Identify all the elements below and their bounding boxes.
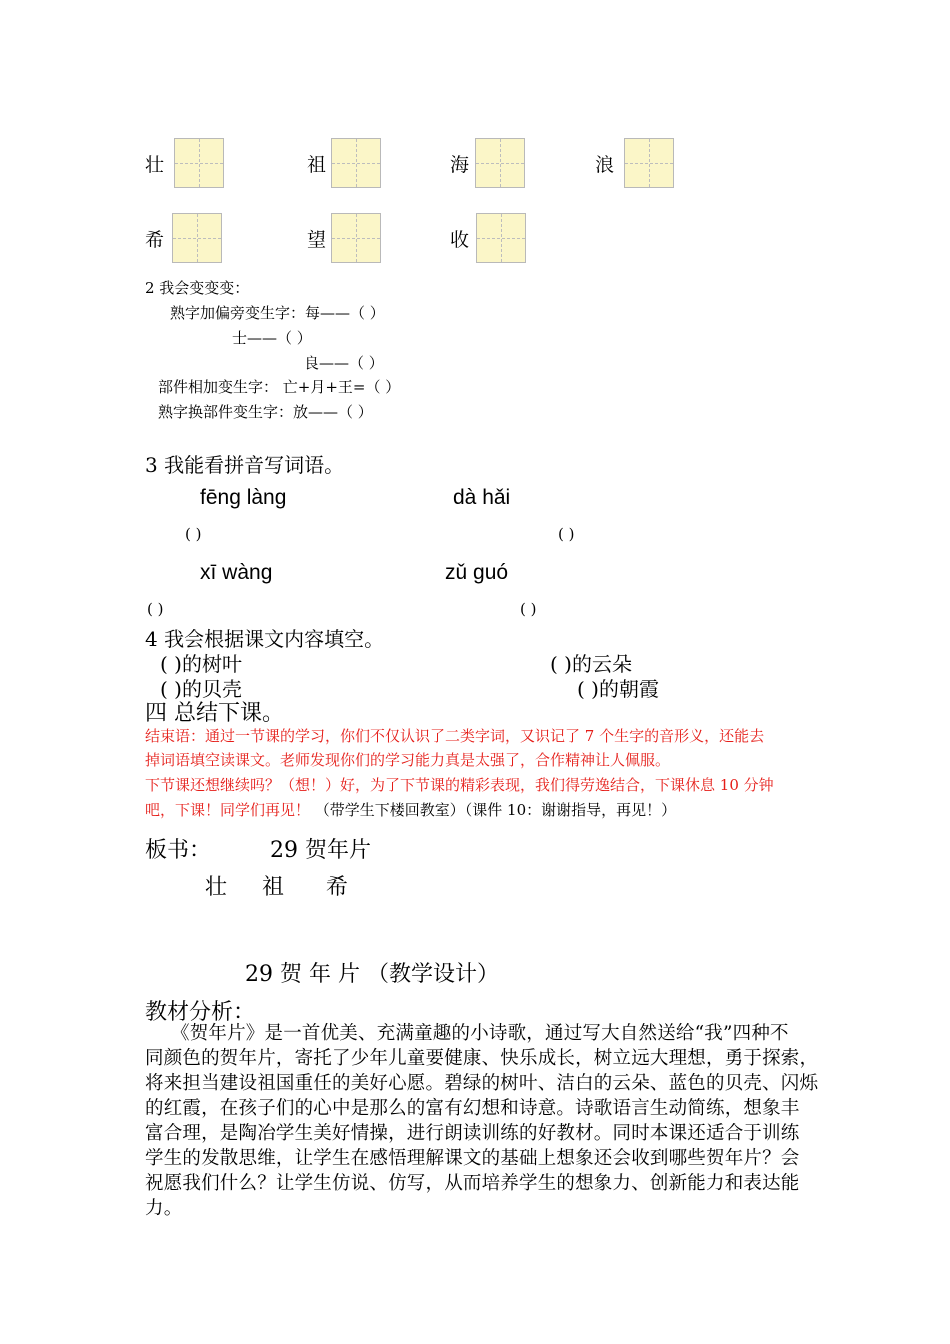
- section2-line: 部件相加变生字： 亡+月+王=（ ）: [158, 378, 401, 396]
- closing-remark: 结束语：通过一节课的学习，你们不仅认识了二类字词，又识记了 7 个生字的音形义，还能去: [145, 727, 765, 745]
- board-label: 板书：: [145, 838, 212, 863]
- pinyin-word: dà hǎi: [453, 486, 511, 509]
- fill-blank[interactable]: ( )的树叶: [160, 652, 242, 676]
- practice-char: 希: [145, 229, 165, 251]
- answer-blank[interactable]: ( ): [558, 525, 575, 543]
- writing-box[interactable]: [174, 138, 224, 188]
- writing-box[interactable]: [476, 213, 526, 263]
- section2-line: 熟字换部件变生字：放——（ ）: [158, 403, 373, 421]
- pinyin-word: fēng làng: [200, 486, 287, 509]
- paragraph-line: 的红霞，在孩子们的心中是那么的富有幻想和诗意。诗歌语言生动简练，想象丰: [145, 1098, 800, 1119]
- paragraph-line: 力。: [145, 1198, 183, 1219]
- practice-char: 浪: [595, 154, 615, 176]
- practice-char: 祖: [307, 154, 327, 176]
- fill-blank[interactable]: ( )的贝壳: [160, 677, 242, 701]
- analysis-paragraph: [145, 1021, 819, 1221]
- pinyin-word: zǔ guó: [445, 561, 509, 584]
- practice-char: 壮: [145, 154, 165, 176]
- paragraph-line: 富合理，是陶冶学生美好情操，进行朗读训练的好教材。同时本课还适合于训练: [145, 1123, 800, 1144]
- practice-char: 海: [450, 154, 470, 176]
- section4-title: 4 我会根据课文内容填空。: [145, 627, 385, 651]
- paragraph-line: 将来担当建设祖国重任的美好心愿。碧绿的树叶、洁白的云朵、蓝色的贝壳、闪烁: [145, 1073, 819, 1094]
- paragraph-line: 祝愿我们什么？让学生仿说、仿写，从而培养学生的想象力、创新能力和表达能: [145, 1173, 800, 1194]
- writing-box[interactable]: [624, 138, 674, 188]
- answer-blank[interactable]: ( ): [147, 600, 164, 618]
- writing-box[interactable]: [331, 138, 381, 188]
- section2-line: 熟字加偏旁变生字：每——（ ）: [170, 304, 385, 322]
- paragraph-line: 《贺年片》是一首优美、充满童趣的小诗歌，通过写大自然送给“我”四种不: [171, 1023, 789, 1044]
- summary-title: 四 总结下课。: [145, 701, 284, 726]
- closing-remark: 下节课还想继续吗？（想！）好，为了下节课的精彩表现，我们得劳逸结合，下课休息 10 分钟: [145, 776, 774, 794]
- section3-title: 3 我能看拼音写词语。: [145, 453, 345, 477]
- writing-box[interactable]: [331, 213, 381, 263]
- writing-box[interactable]: [172, 213, 222, 263]
- paragraph-line: 学生的发散思维，让学生在感悟理解课文的基础上想象还会收到哪些贺年片？会: [145, 1148, 800, 1169]
- paragraph-line: 同颜色的贺年片，寄托了少年儿童要健康、快乐成长，树立远大理想，勇于探索，: [145, 1048, 819, 1069]
- closing-remark: 吧，下课！同学们再见！: [145, 801, 311, 819]
- closing-remark-line: [145, 799, 676, 820]
- section2-title: 2 我会变变变：: [145, 279, 250, 297]
- writing-box[interactable]: [475, 138, 525, 188]
- closing-remark: 掉词语填空读课文。老师发现你们的学习能力真是太强了，合作精神让人佩服。: [145, 751, 671, 769]
- board-title: 29 贺年片: [270, 838, 371, 863]
- practice-char: 望: [307, 229, 327, 251]
- fill-blank[interactable]: ( )的云朵: [550, 652, 632, 676]
- design-title: 29 贺 年 片 （教学设计）: [245, 962, 499, 987]
- classroom-note: （带学生下楼回教室）（课件 10：谢谢指导，再见！）: [310, 801, 677, 819]
- practice-char: 收: [450, 229, 470, 251]
- section2-line: 士——（ ）: [232, 329, 312, 347]
- pinyin-word: xī wàng: [200, 561, 273, 584]
- answer-blank[interactable]: ( ): [520, 600, 537, 618]
- answer-blank[interactable]: ( ): [185, 525, 202, 543]
- fill-blank[interactable]: ( )的朝霞: [577, 677, 659, 701]
- analysis-heading: 教材分析：: [145, 1000, 256, 1025]
- section2-line: 良——（ ）: [304, 354, 384, 372]
- board-chars: 壮 祖 希: [205, 875, 348, 900]
